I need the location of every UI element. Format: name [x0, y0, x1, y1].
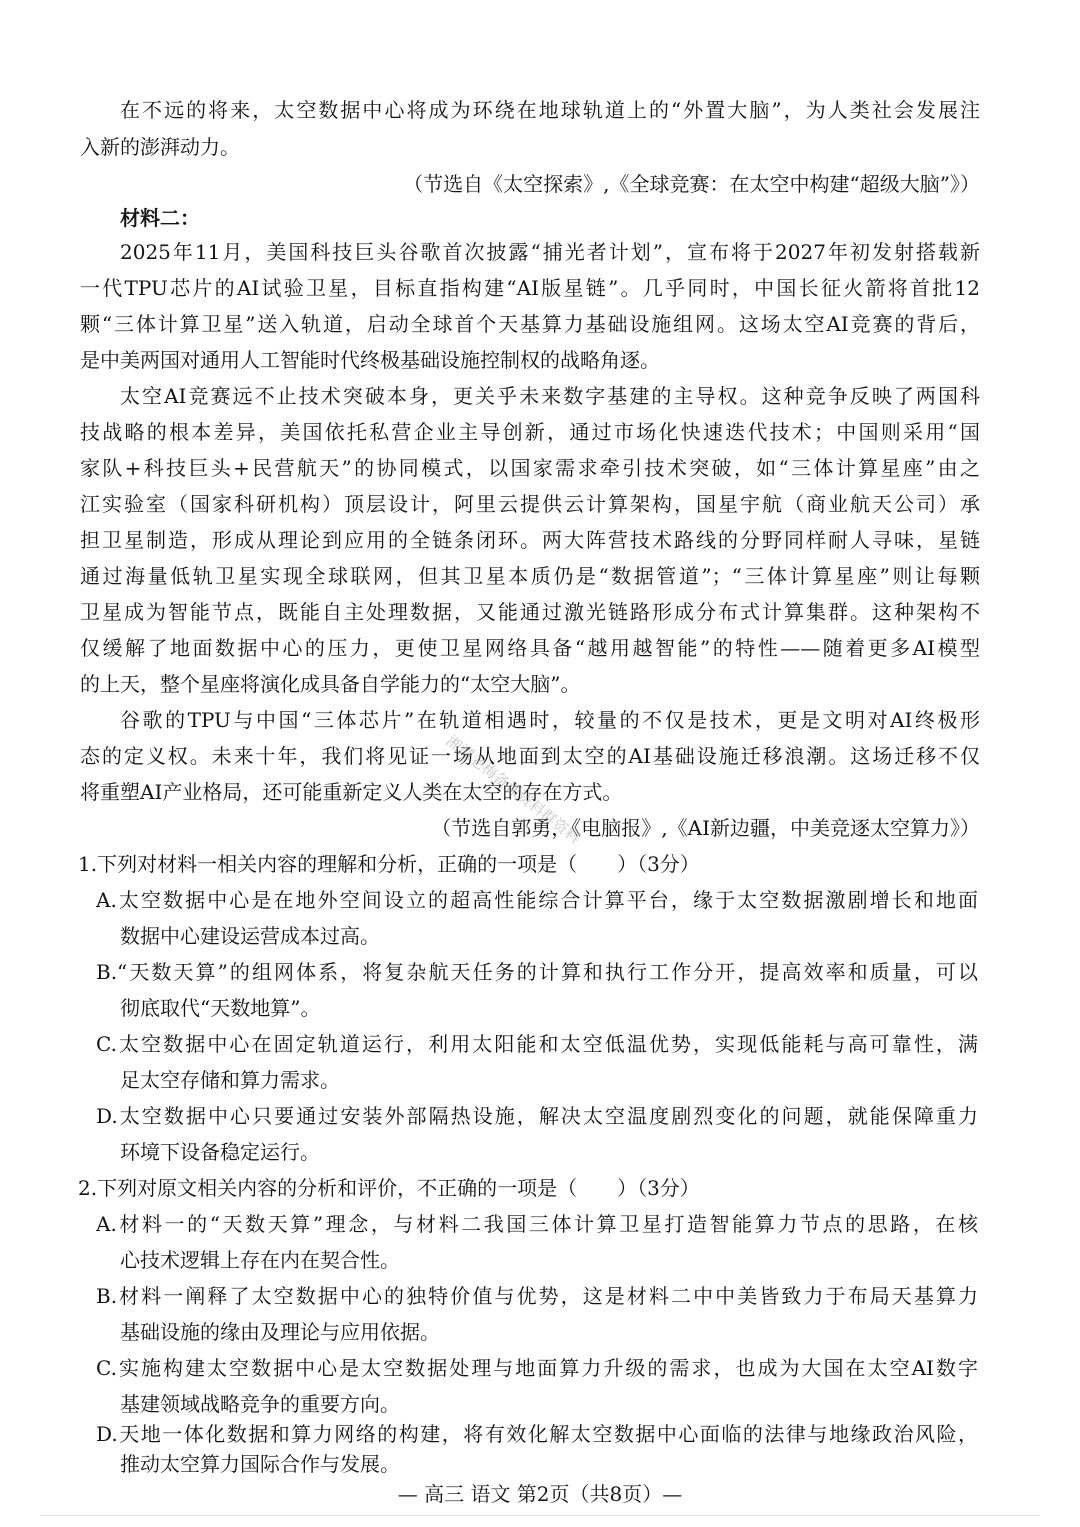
question-2-option-b: B.材料一阐释了太空数据中心的独特价值与优势，这是材料二中中美皆致力于布局天基算力 [96, 1284, 978, 1308]
paragraph-line: 的上天，整个星座将演化成具备自学能力的“太空大脑”。 [80, 672, 581, 696]
question-1-option-d-cont: 环境下设备稳定运行。 [120, 1140, 320, 1164]
paragraph-line: 入新的澎湃动力。 [80, 135, 240, 159]
paragraph-line: 卫星成为智能节点，既能自主处理数据，又能通过激光链路形成分布式计算集群。这种架构不 [80, 600, 980, 624]
paragraph-line: 一代TPU芯片的AI试验卫星，目标直指构建“AI版星链”。几乎同时，中国长征火箭将首批12 [80, 276, 980, 300]
paragraph-line: 在不远的将来，太空数据中心将成为环绕在地球轨道上的“外置大脑”，为人类社会发展注 [120, 98, 980, 122]
material2-source: （节选自郭勇，《电脑报》,《AI新边疆，中美竞逐太空算力》） [431, 816, 980, 840]
paragraph-line: 担卫星制造，形成从理论到应用的全链条闭环。两大阵营技术路线的分野同样耐人寻味，星链 [80, 528, 980, 552]
question-2-option-b-cont: 基础设施的缘由及理论与应用依据。 [120, 1320, 440, 1344]
paragraph-line: 颗“三体计算卫星”送入轨道，启动全球首个天基算力基础设施组网。这场太空AI竞赛的背后， [80, 312, 980, 336]
question-2-option-a: A.材料一的“天数天算”理念，与材料二我国三体计算卫星打造智能算力节点的思路，在核 [96, 1212, 978, 1236]
question-2-option-c: C.实施构建太空数据中心是太空数据处理与地面算力升级的需求，也成为大国在太空AI数字 [96, 1356, 978, 1380]
question-2-option-d-cont: 推动太空算力国际合作与发展。 [120, 1452, 400, 1476]
bottom-divider [40, 1515, 1040, 1516]
question-2-option-d: D.天地一体化数据和算力网络的构建，将有效化解太空数据中心面临的法律与地缘政治风险， [96, 1422, 978, 1446]
question-1-option-a: A.太空数据中心是在地外空间设立的超高性能综合计算平台，缘于太空数据激剧增长和地面 [96, 888, 978, 912]
question-2-option-a-cont: 心技术逻辑上存在内在契合性。 [120, 1248, 400, 1272]
question-1-option-b-cont: 彻底取代“天数地算”。 [120, 996, 321, 1020]
paragraph-line: 将重塑AI产业格局，还可能重新定义人类在太空的存在方式。 [80, 780, 623, 804]
paragraph-line: 江实验室（国家科研机构）顶层设计，阿里云提供云计算架构，国星宇航（商业航天公司）承 [80, 492, 980, 516]
watermark: 湘潭老梅备课资料群资料 [442, 731, 584, 848]
paragraph-line: 太空AI竞赛远不止技术突破本身，更关乎未来数字基建的主导权。这种竞争反映了两国科 [120, 384, 980, 408]
page-footer: — 高三 语文 第2页（共8页）— [397, 1482, 683, 1506]
paragraph-line: 通过海量低轨卫星实现全球联网，但其卫星本质仍是“数据管道”；“三体计算星座”则让每颗 [80, 564, 980, 588]
paragraph-line: 技战略的根本差异，美国依托私营企业主导创新，通过市场化快速迭代技术；中国则采用“国 [80, 420, 980, 444]
paragraph-line: 仅缓解了地面数据中心的压力，更使卫星网络具备“越用越智能”的特性——随着更多AI模型 [80, 636, 980, 660]
question-1-option-b: B.“天数天算”的组网体系，将复杂航天任务的计算和执行工作分开，提高效率和质量，可以 [96, 960, 978, 984]
question-2-option-c-cont: 基建领域战略竞争的重要方向。 [120, 1392, 400, 1416]
question-1-option-a-cont: 数据中心建设运营成本过高。 [120, 924, 380, 948]
material2-heading: 材料二： [120, 206, 200, 230]
question-1-stem: 1.下列对材料一相关内容的理解和分析，正确的一项是（ ）（3分） [78, 852, 700, 876]
paragraph-line: 是中美两国对通用人工智能时代终极基础设施控制权的战略角逐。 [80, 348, 660, 372]
paragraph-line: 2025年11月，美国科技巨头谷歌首次披露“捕光者计划”，宣布将于2027年初发射搭载新 [120, 240, 980, 264]
question-1-option-c-cont: 足太空存储和算力需求。 [120, 1068, 340, 1092]
question-2-stem: 2.下列对原文相关内容的分析和评价，不正确的一项是（ ）（3分） [78, 1176, 700, 1200]
question-1-option-c: C.太空数据中心在固定轨道运行，利用太阳能和太空低温优势，实现低能耗与高可靠性，满 [96, 1032, 978, 1056]
paragraph-line: 态的定义权。未来十年，我们将见证一场从地面到太空的AI基础设施迁移浪潮。这场迁移不仅 [80, 744, 980, 768]
material1-source: （节选自《太空探索》,《全球竞赛：在太空中构建“超级大脑”》） [403, 172, 980, 196]
paragraph-line: 家队+科技巨头+民营航天”的协同模式，以国家需求牵引技术突破，如“三体计算星座”由之 [80, 456, 980, 480]
question-1-option-d: D.太空数据中心只要通过安装外部隔热设施，解决太空温度剧烈变化的问题，就能保障重力 [96, 1104, 978, 1128]
paragraph-line: 谷歌的TPU与中国“三体芯片”在轨道相遇时，较量的不仅是技术，更是文明对AI终极形 [120, 708, 980, 732]
